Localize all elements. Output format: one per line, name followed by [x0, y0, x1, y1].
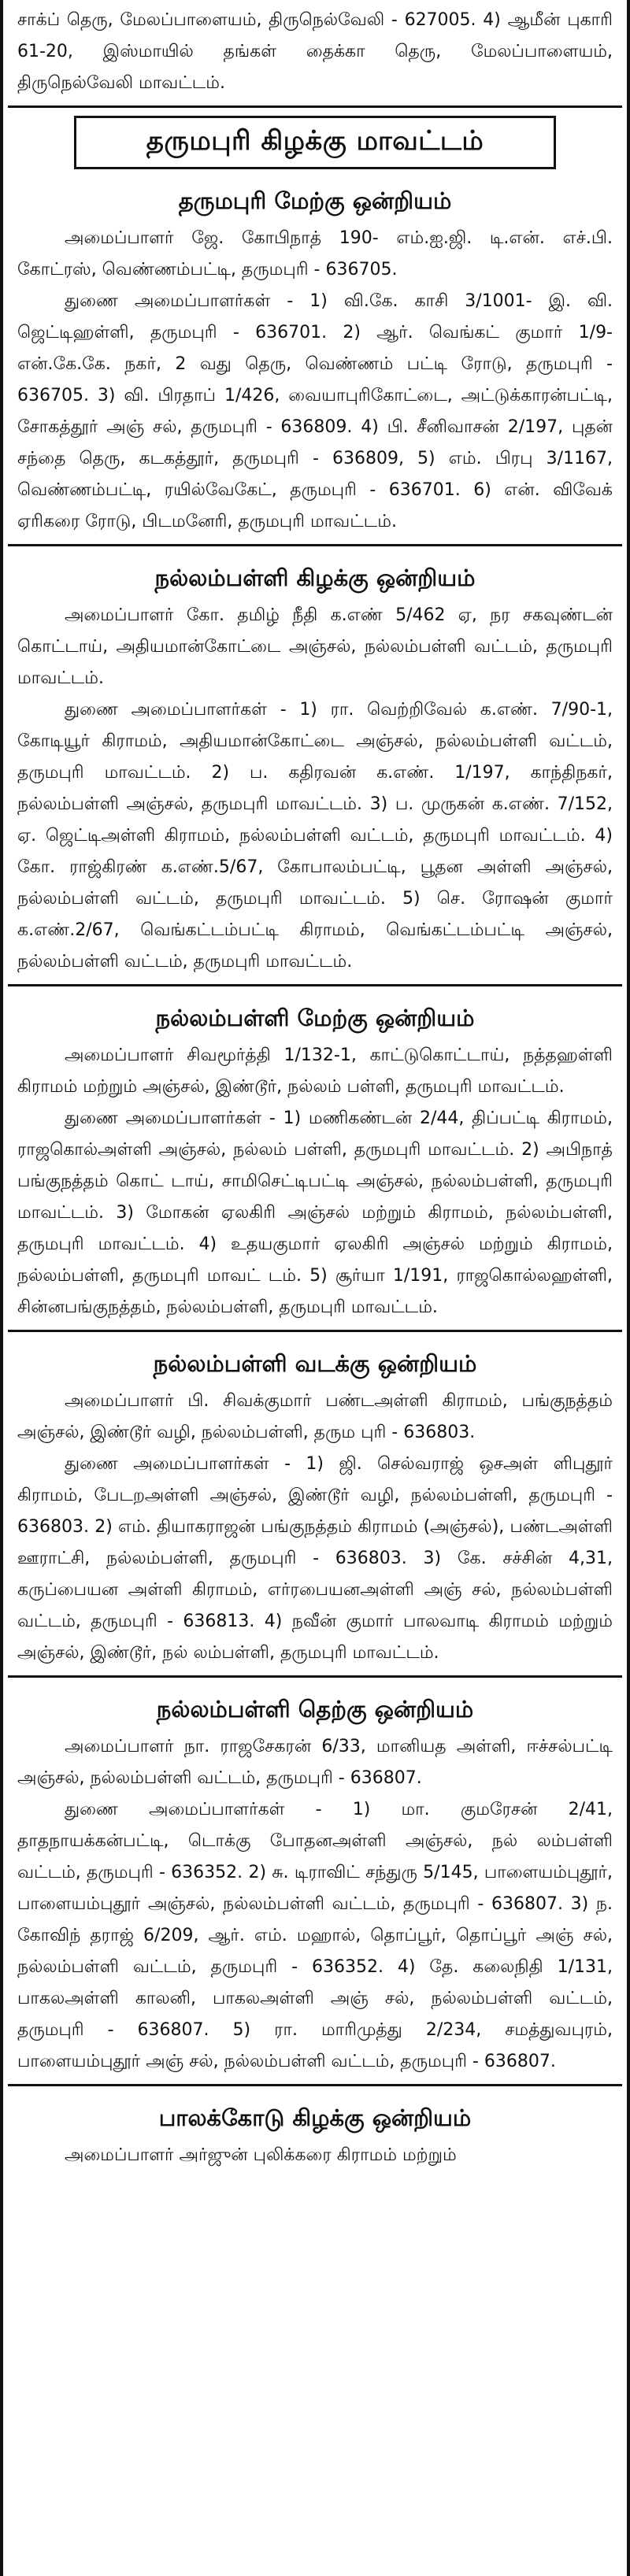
union-section-nallampalli-south: [3, 1693, 627, 2086]
organizer-paragraph: அமைப்பாளர் பி. சிவக்குமார் பண்டஅள்ளி கிராமம், பங்குநத்தம் அஞ்சல், இண்டூர் வழி, நல்லம்பள்ளி, தரும புரி - 636803.: [17, 1391, 613, 1442]
section-divider: [8, 984, 622, 986]
union-title: நல்லம்பள்ளி மேற்கு ஒன்றியம்: [155, 1005, 475, 1031]
union-title: பாலக்கோடு கிழக்கு ஒன்றியம்: [158, 2104, 472, 2131]
top-divider: [8, 105, 622, 108]
section-divider: [8, 2084, 622, 2086]
union-title: நல்லம்பள்ளி கிழக்கு ஒன்றியம்: [154, 564, 476, 591]
deputies-paragraph: துணை அமைப்பாளர்கள் - 1) வி.கே. காசி 3/1001- இ. வி. ஜெட்டிஹள்ளி, தருமபுரி - 636701. 2) ஆர். வெங்கட் குமார் 1/9-என்.கே.கே. நகர், 2 வது தெரு, வெண்ணம் பட்டி ரோடு, தருமபுரி - 636705. 3) வி. பிரதாப் 1/426, வையாபுரிகோட்டை, அட்டுக்காரன்பட்டி, சோகத்தூர் அஞ் சல், தருமபுரி - 636809. 4) பி. சீனிவாசன் 2/197, புதன் சந்தை தெரு, கடகத்தூர், தருமபுரி - 636809, 5) எம். பிரபு 3/1167, வெண்ணம்பட்டி, ரயில்வேகேட், தருமபுரி - 636701. 6) என். விவேக் ஏரிகரை ரோடு, பிடமனேரி, தருமபுரி மாவட்டம்.: [17, 291, 613, 531]
section-divider: [8, 1675, 622, 1678]
organizer-paragraph: அமைப்பாளர் சிவமூர்த்தி 1/132-1, காட்டுகொட்டாய், நத்தஹள்ளி கிராமம் மற்றும் அஞ்சல், இண்டூர், நல்லம் பள்ளி, தருமபுரி மாவட்டம்.: [17, 1046, 613, 1097]
district-title: தருமபுரி கிழக்கு மாவட்டம்: [146, 125, 484, 157]
organizer-paragraph: அமைப்பாளர் அர்ஜுன் புலிக்கரை கிராமம் மற்றும்: [65, 2145, 457, 2165]
union-section-nallampalli-north: [3, 1348, 627, 1678]
union-section-nallampalli-east: [3, 562, 627, 986]
union-title: நல்லம்பள்ளி வடக்கு ஒன்றியம்: [153, 1350, 477, 1377]
union-section-nallampalli-west: [3, 1002, 627, 1332]
organizer-paragraph: அமைப்பாளர் நா. ராஜசேகரன் 6/33, மானியத அள்ளி, ஈச்சல்பட்டி அஞ்சல், நல்லம்பள்ளி வட்டம், தருமபுரி - 636807.: [17, 1737, 613, 1788]
deputies-paragraph: துணை அமைப்பாளர்கள் - 1) மணிகண்டன் 2/44, திப்பட்டி கிராமம், ராஜகொல்அள்ளி அஞ்சல், நல்லம் பள்ளி, தருமபுரி மாவட்டம். 2) அபிநாத் பங்குநத்தம் கொட் டாய், சாமிசெட்டிபட்டி அஞ்சல், நல்லம்பள்ளி, தருமபுரி மாவட்டம். 3) மோகன் ஏலகிரி அஞ்சல் மற்றும் கிராமம், நல்லம்பள்ளி, தருமபுரி மாவட்டம். 4) உதயகுமார் ஏலகிரி அஞ்சல் மற்றும் கிராமம், நல்லம்பள்ளி, தருமபுரி மாவட் டம். 5) சூர்யா 1/191, ராஜகொல்லஹள்ளி, சின்னபங்குநத்தம், நல்லம்பள்ளி, தருமபுரி மாவட்டம்.: [17, 1108, 613, 1317]
union-title: தருமபுரி மேற்கு ஒன்றியம்: [178, 187, 452, 214]
union-title: நல்லம்பள்ளி தெற்கு ஒன்றியம்: [156, 1696, 474, 1723]
intro-paragraph: சாக்ப் தெரு, மேலப்பாளையம், திருநெல்வேலி - 627005. 4) ஆமீன் புகாரி 61-20, இஸ்மாயில் தங்கள் தைக்கா தெரு, மேலப்பாளையம், திருநெல்வேலி மாவட்டம்.: [17, 10, 613, 93]
section-divider: [8, 1330, 622, 1332]
organizer-paragraph: அமைப்பாளர் கோ. தமிழ் நீதி க.எண் 5/462 ஏ, நர சகவுண்டன் கொட்டாய், அதியமான்கோட்டை அஞ்சல், நல்லம்பள்ளி வட்டம், தருமபுரி மாவட்டம்.: [17, 605, 613, 688]
deputies-paragraph: துணை அமைப்பாளர்கள் - 1) ரா. வெற்றிவேல் க.எண். 7/90-1, கோடியூர் கிராமம், அதியமான்கோட்டை அஞ்சல், நல்லம்பள்ளி வட்டம், தருமபுரி மாவட்டம். 2) ப. கதிரவன் க.எண். 1/197, காந்திநகர், நல்லம்பள்ளி அஞ்சல், தருமபுரி மாவட்டம். 3) ப. முருகன் க.எண். 7/152, ஏ. ஜெட்டிஅள்ளி கிராமம், நல்லம்பள்ளி வட்டம், தருமபுரி மாவட்டம். 4) கோ. ராஜ்கிரண் க.எண்.5/67, கோபாலம்பட்டி, பூதன அள்ளி அஞ்சல், நல்லம்பள்ளி வட்டம், தருமபுரி மாவட்டம். 5) செ. ரோஷன் குமார் க.எண்.2/67, வெங்கட்டம்பட்டி கிராமம், வெங்கட்டம்பட்டி அஞ்சல், நல்லம்பள்ளி வட்டம், தருமபுரி மாவட்டம்.: [17, 700, 613, 972]
deputies-paragraph: துணை அமைப்பாளர்கள் - 1) ஜி. செல்வராஜ் ஒசஅள் ளிபுதூர் கிராமம், பேடறஅள்ளி அஞ்சல், இண்டூர் வழி, நல்லம்பள்ளி, தருமபுரி - 636803. 2) எம். தியாகராஜன் பங்குநத்தம் கிராமம் (அஞ்சல்), பண்டஅள்ளி ஊராட்சி, நல்லம்பள்ளி, தருமபுரி - 636803. 3) கே. சச்சின் 4,31, கருப்பையன அள்ளி கிராமம், எர்ரபையனஅள்ளி அஞ் சல், நல்லம்பள்ளி வட்டம், தருமபுரி - 636813. 4) நவீன் குமார் பாலவாடி கிராமம் மற்றும் அஞ்சல், இண்டூர், நல் லம்பள்ளி, தருமபுரி மாவட்டம்.: [17, 1454, 613, 1663]
section-divider: [8, 544, 622, 546]
deputies-paragraph: துணை அமைப்பாளர்கள் - 1) மா. குமரேசன் 2/41, தாதநாயக்கன்பட்டி, டொக்கு போதனஅள்ளி அஞ்சல், நல் லம்பள்ளி வட்டம், தருமபுரி - 636352. 2) சு. டிராவிட் சந்துரு 5/145, பாளையம்புதூர், பாளையம்புதூர் அஞ்சல், நல்லம்பள்ளி வட்டம், தருமபுரி - 636807. 3) ந. கோவிந் தராஜ் 6/209, ஆர். எம். மஹால், தொப்பூர், தொப்பூர் அஞ் சல், நல்லம்பள்ளி வட்டம், தருமபுரி - 636352. 4) தே. கலைநிதி 1/131, பாகலஅள்ளி காலனி, பாகலஅள்ளி அஞ் சல், நல்லம்பள்ளி வட்டம், தருமபுரி - 636807. 5) ரா. மாரிமுத்து 2/234, சமத்துவபுரம், பாளையம்புதூர் அஞ் சல், நல்லம்பள்ளி வட்டம், தருமபுரி - 636807.: [17, 1800, 613, 2071]
union-section-palacode-east: [3, 2102, 627, 2171]
district-banner: [74, 116, 556, 169]
organizer-paragraph: அமைப்பாளர் ஜே. கோபிநாத் 190- எம்.ஐ.ஜி. டி.என். எச்.பி. கோட்ரஸ், வெண்ணம்பட்டி, தருமபுரி - 636705.: [17, 228, 613, 279]
union-section-dharmapuri-west: [3, 185, 627, 546]
